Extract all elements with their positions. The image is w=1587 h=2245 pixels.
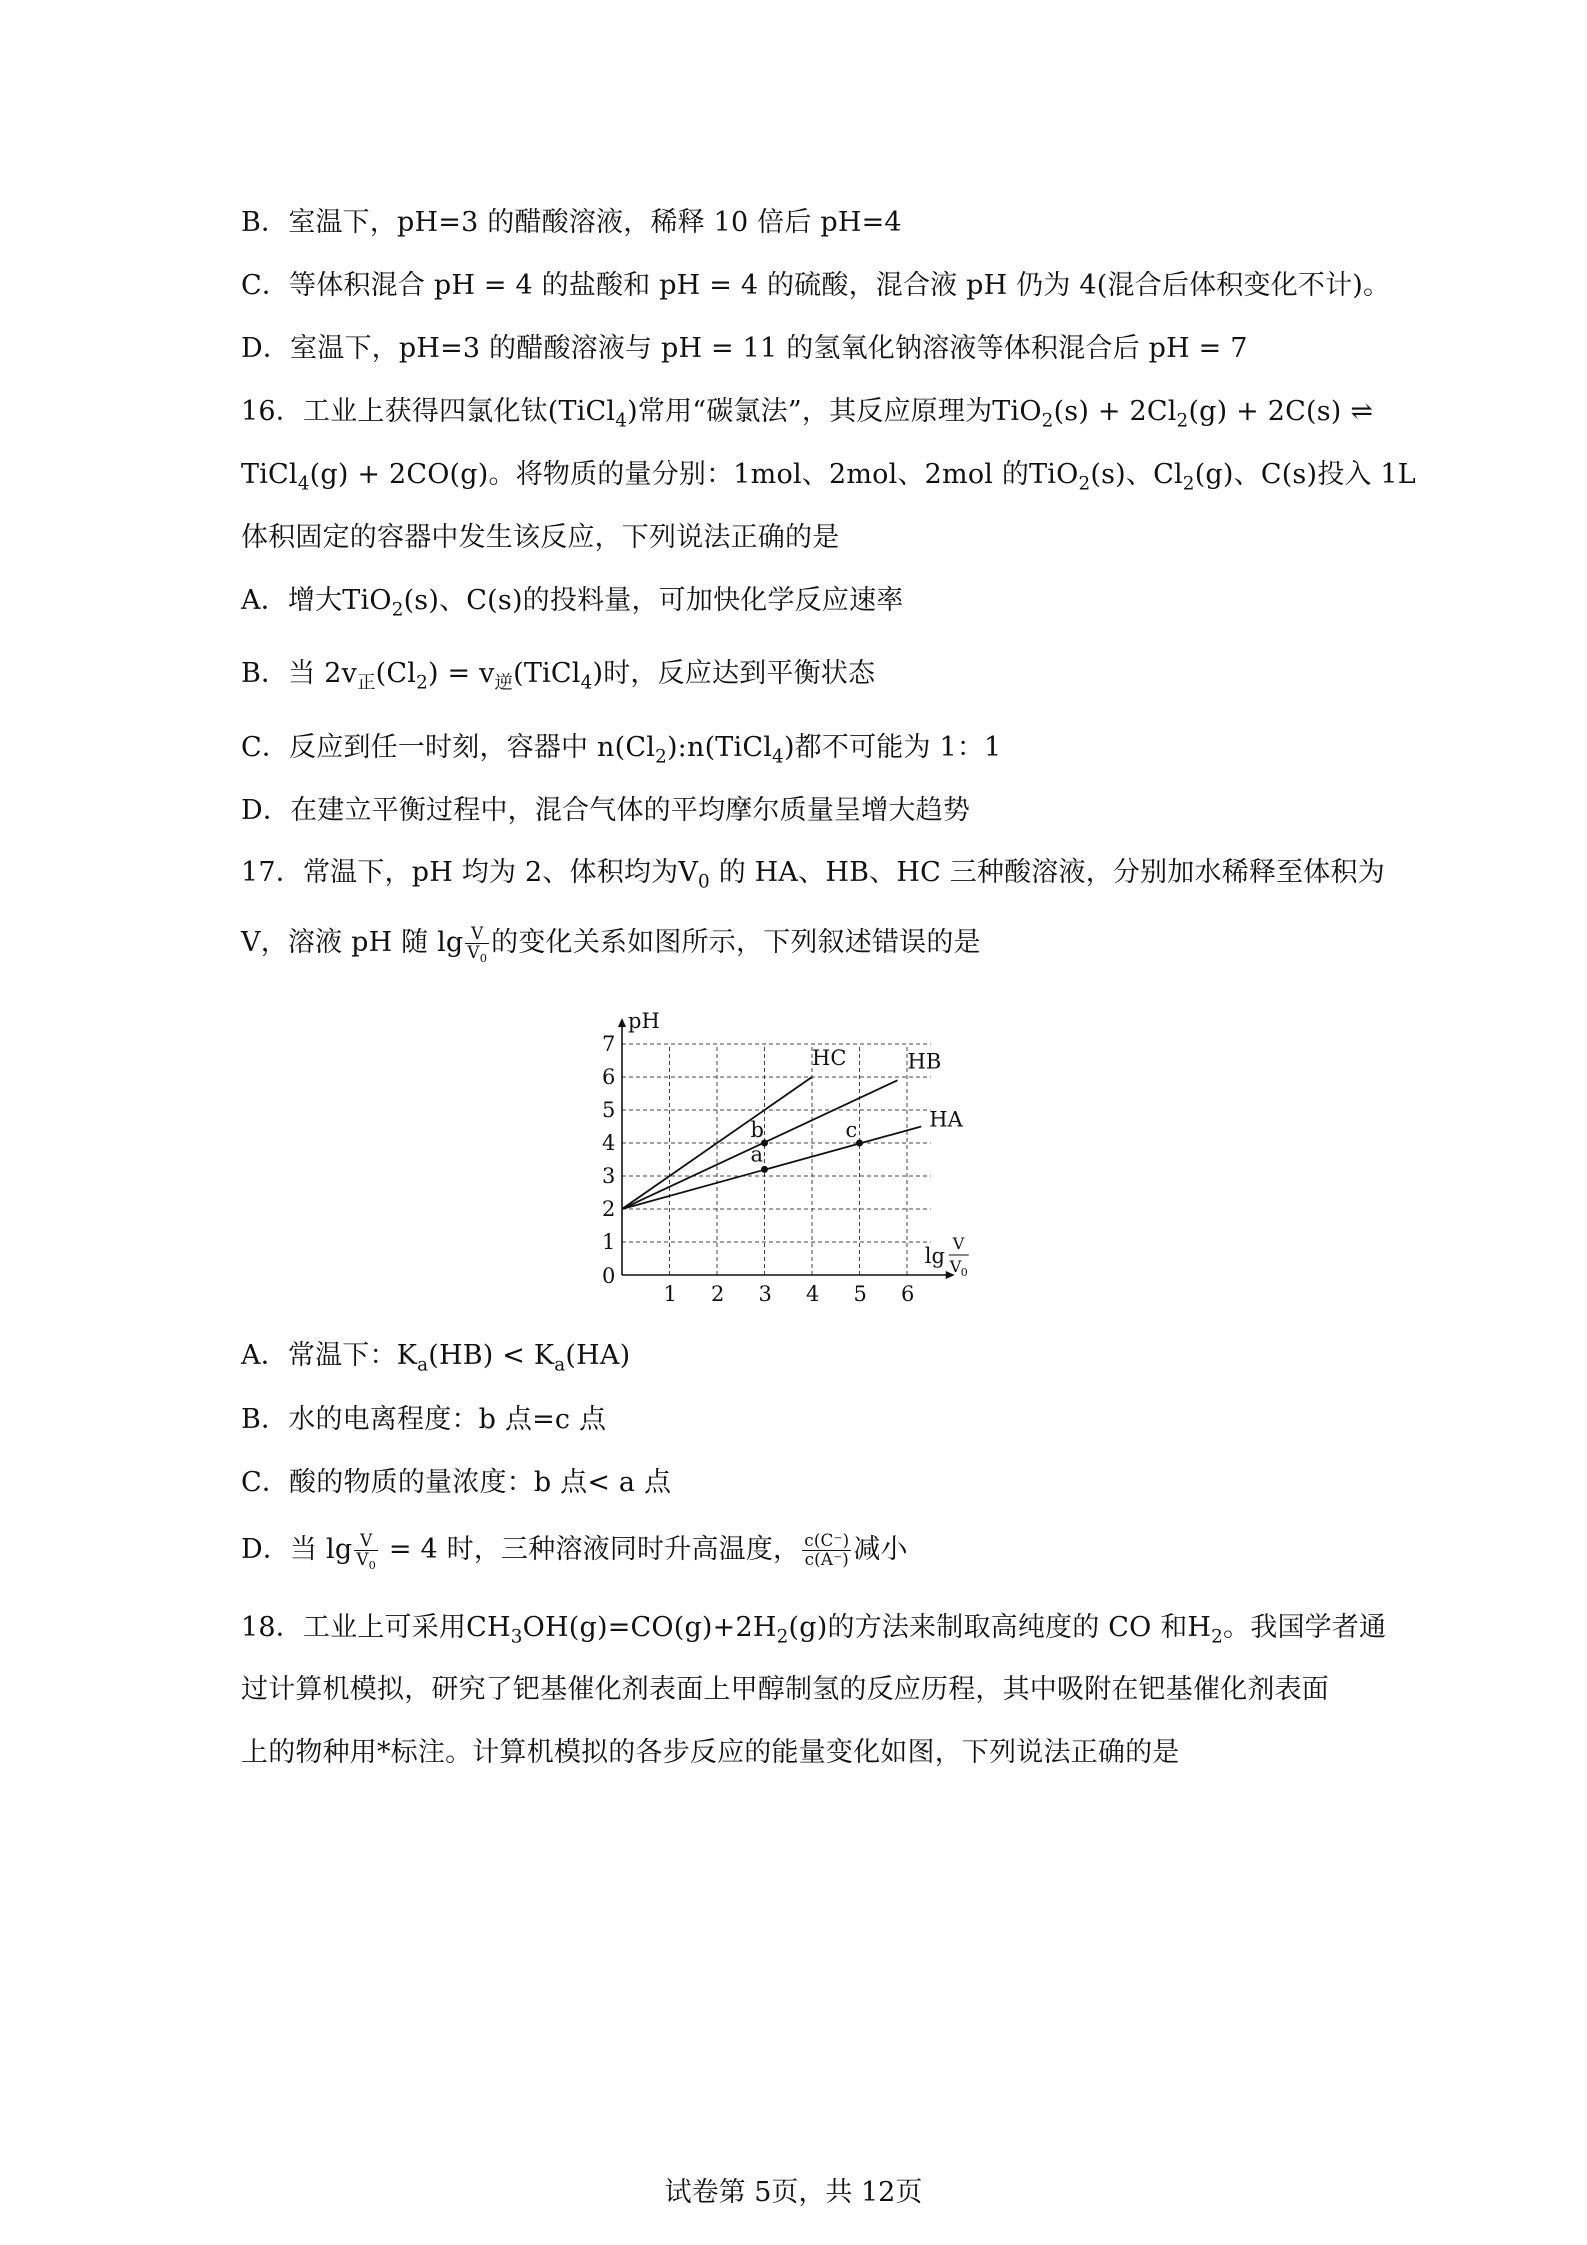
q17-option-d [241,1530,908,1570]
ph-dilution-chart [570,1000,1010,1310]
q17-stem-part: V，溶液 pH 随 lg [241,927,464,958]
origin-label: 0 [602,1264,616,1288]
q18-stem-line3 [241,1733,1180,1773]
y-axis-label: pH [628,1009,660,1033]
fraction-denominator [354,1549,378,1572]
q18-stem-part: OH(g)=CO(g)+2H [522,1612,777,1643]
q15-option-d [241,329,1248,369]
q16-stem-line1 [241,392,1373,432]
y-tick-label: 5 [602,1098,616,1122]
q16-option-a-part: (s)、C(s)的投料量，可加快化学反应速率 [403,585,904,616]
y-tick-label: 1 [602,1230,616,1254]
q16-stem-part: (g) + 2C(s) ⇌ [1188,396,1374,427]
q16-option-c-part: ):n(TiCl [666,732,773,763]
page-footer: 试卷第 5页，共 12页 [664,2177,923,2208]
subscript: a [417,1354,429,1376]
q17-option-b-text: B．水的电离程度：b 点=c 点 [241,1404,607,1435]
q16-stem-part: (g) + 2CO(g)。将物质的量分别：1mol、2mol、2mol 的TiO [309,459,1079,490]
y-tick-label: 6 [602,1065,616,1089]
q16-option-a-part: A．增大TiO [241,585,392,616]
x-axis-label-denominator: V [949,1257,962,1276]
q17-option-c-text: C．酸的物质的量浓度：b 点< a 点 [241,1467,672,1498]
q17-option-d-part: D．当 lg [241,1534,353,1565]
q17-option-a [241,1336,630,1376]
subscript: 2 [1078,473,1091,495]
subscript: 2 [1182,473,1195,495]
q17-stem-part: 17．常温下，pH 均为 2、体积均为V [241,857,699,888]
data-point-label-a: a [750,1142,764,1167]
subscript: 2 [1041,410,1054,432]
q17-option-c [241,1463,671,1503]
q16-stem-part: )常用“碳氯法”，其反应原理为TiO [627,396,1042,427]
subscript: 2 [416,672,428,694]
q16-option-c-part: )都不可能为 1：1 [783,732,1002,763]
q16-option-c [241,728,1001,768]
q15-option-b-text: B．室温下，pH=3 的醋酸溶液，稀释 10 倍后 pH=4 [241,207,902,238]
x-axis-label-denominator-subscript: 0 [960,1266,968,1279]
q16-stem-part: TiCl [241,459,298,490]
data-point-label-b: b [750,1118,764,1142]
q17-stem-line2 [241,923,981,963]
q17-option-b [241,1400,606,1440]
q17-option-d-part: = 4 时，三种溶液同时升高温度， [380,1534,801,1565]
subscript: 0 [479,950,488,965]
q16-option-a [241,581,903,621]
subscript: 4 [772,746,784,768]
subscript: 4 [297,473,310,495]
x-tick-label: 1 [663,1282,677,1306]
q16-stem-part: 工业上获得四氯化钛(TiCl [302,396,616,427]
fraction-denominator-text: V [467,942,480,962]
subscript: 0 [368,1557,377,1572]
q16-option-d-text: D．在建立平衡过程中，混合气体的平均摩尔质量呈增大趋势 [241,795,971,826]
subscript: 4 [580,672,593,694]
fraction-v-over-v0 [354,1530,378,1572]
q17-option-a-part: A．常温下：K [241,1340,418,1371]
q17-stem-part: 的 HA、HB、HC 三种酸溶液，分别加水稀释至体积为 [709,857,1385,888]
q16-option-b [241,654,875,694]
subscript: a [554,1354,566,1376]
series-label-hc: HC [812,1046,847,1070]
q16-number: 16． [241,396,303,427]
q17-option-a-part: (HB) < K [428,1340,555,1371]
subscript: 2 [1176,410,1189,432]
x-axis-label-prefix: lg [924,1244,945,1268]
q16-stem-part: 体积固定的容器中发生该反应，下列说法正确的是 [241,522,840,553]
subscript: 3 [510,1626,523,1648]
q16-option-b-part: B．当 2v [241,658,358,689]
fraction-v-over-v0 [465,923,489,965]
y-tick-label: 2 [602,1197,616,1221]
q15-option-c-text: C．等体积混合 pH = 4 的盐酸和 pH = 4 的硫酸，混合液 pH 仍为 4(混合后体积变化不计)。 [241,270,1391,301]
q17-option-a-part: (HA) [565,1340,631,1371]
q16-stem-part: (s) + 2Cl [1053,396,1177,427]
subscript: 2 [655,746,667,768]
q18-stem-part: (g)的方法来制取高纯度的 CO 和H [788,1612,1212,1643]
q16-stem-line3 [241,518,839,558]
x-tick-label: 2 [711,1282,725,1306]
q16-stem-part: (g)、C(s)投入 1L [1194,459,1416,490]
q16-option-c-part: C．反应到任一时刻，容器中 n(Cl [241,732,656,763]
q15-option-c [241,266,1390,306]
q16-option-b-part: ) = v [427,658,495,689]
data-point-a [761,1166,768,1173]
y-tick-label: 3 [602,1164,616,1188]
subscript: 4 [615,410,628,432]
q17-stem-line1 [241,853,1385,893]
q18-stem-part: 过计算机模拟，研究了钯基催化剂表面上甲醇制氢的反应历程，其中吸附在钯基催化剂表面 [241,1674,1329,1705]
data-point-label-c: c [845,1118,858,1142]
q16-option-b-part: (Cl [375,658,417,689]
subscript: 2 [391,599,404,621]
q16-stem-part: (s)、Cl [1090,459,1183,490]
q17-option-d-part: 减小 [853,1534,908,1565]
subscript: 逆 [494,672,514,694]
q17-stem-part: 的变化关系如图所示，下列叙述错误的是 [491,927,981,958]
x-tick-label: 6 [901,1282,915,1306]
fraction-c-ratio [802,1532,851,1568]
x-tick-label: 4 [806,1282,820,1306]
series-label-ha: HA [929,1107,963,1132]
q15-option-b [241,203,902,243]
subscript: 0 [698,871,710,893]
y-tick-label: 4 [602,1131,616,1155]
q18-stem-part: 18．工业上可采用CH [241,1612,511,1643]
fraction-denominator-text: V [356,1549,369,1569]
y-tick-label: 7 [602,1032,616,1056]
fraction-denominator [465,942,489,965]
x-tick-label: 5 [853,1282,867,1306]
fraction-numerator: V [354,1532,378,1551]
q16-stem-line2 [241,455,1416,495]
series-label-hb: HB [907,1049,942,1074]
q16-option-b-part: )时，反应达到平衡状态 [592,658,876,689]
q18-stem-line2 [241,1670,1329,1710]
fraction-numerator: c(C⁻) [804,1530,850,1551]
q16-option-d [241,791,970,831]
fraction-numerator: V [465,925,489,944]
subscript: 2 [776,1626,789,1648]
q18-stem-line1 [241,1608,1386,1648]
q15-option-d-text: D．室温下，pH=3 的醋酸溶液与 pH = 11 的氢氧化钠溶液等体积混合后 pH = 7 [241,333,1248,364]
x-tick-label: 3 [758,1282,772,1306]
subscript: 正 [357,672,376,694]
q18-stem-part: 。我国学者通 [1223,1612,1387,1643]
q16-option-b-part: (TiCl [513,658,581,689]
q18-stem-part: 上的物种用*标注。计算机模拟的各步反应的能量变化如图，下列说法正确的是 [241,1737,1180,1768]
fraction-denominator: c(A⁻) [804,1549,849,1569]
x-axis-label-numerator: V [952,1234,965,1253]
subscript: 2 [1211,1626,1224,1648]
y-axis-arrow [618,1018,626,1027]
